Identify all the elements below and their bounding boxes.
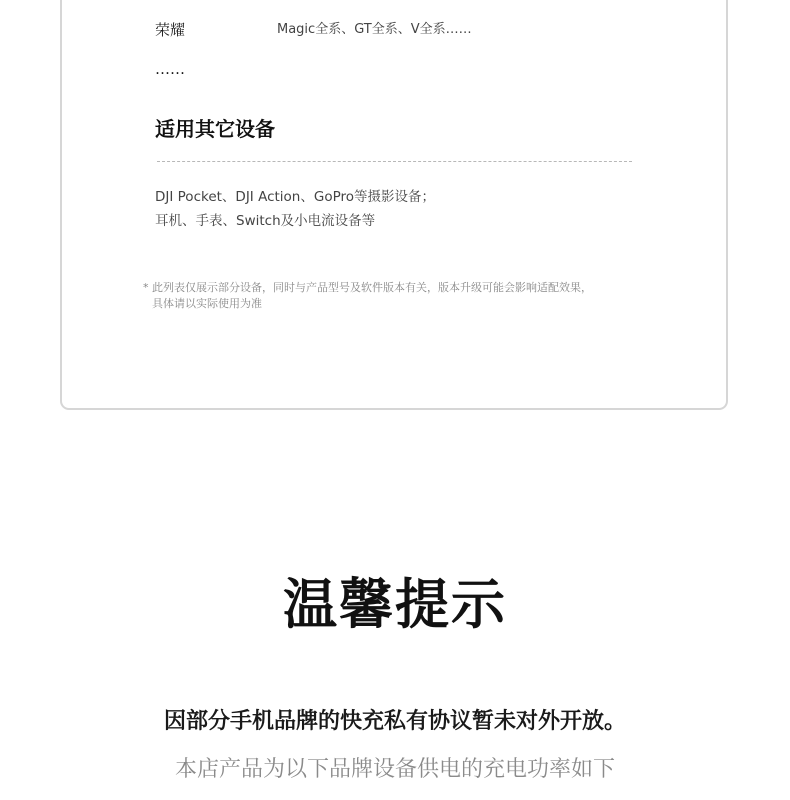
- footnote-line-1: * 此列表仅展示部分设备，同时与产品型号及软件版本有关，版本升级可能会影响适配效果，: [143, 281, 592, 294]
- other-devices-line-1: DJI Pocket、DJI Action、GoPro等摄影设备；: [155, 189, 435, 205]
- more-ellipsis: ……: [155, 60, 185, 78]
- compatibility-footnote: [143, 280, 653, 312]
- other-devices-line-2: 耳机、手表、Switch及小电流设备等: [155, 213, 376, 229]
- dashed-divider: [157, 161, 632, 162]
- notice-line-1: 因部分手机品牌的快充私有协议暂未对外开放。: [163, 709, 626, 734]
- footnote-line-2: 具体请以实际使用为准: [152, 297, 262, 310]
- notice-line-2: 本店产品为以下品牌设备供电的充电功率如下: [174, 757, 615, 782]
- brand-name: 荣耀: [155, 21, 186, 39]
- brand-models: Magic全系、GT全系、V全系……: [277, 22, 472, 37]
- notice-title: 温馨提示: [283, 573, 507, 636]
- other-devices-title: 适用其它设备: [155, 117, 275, 141]
